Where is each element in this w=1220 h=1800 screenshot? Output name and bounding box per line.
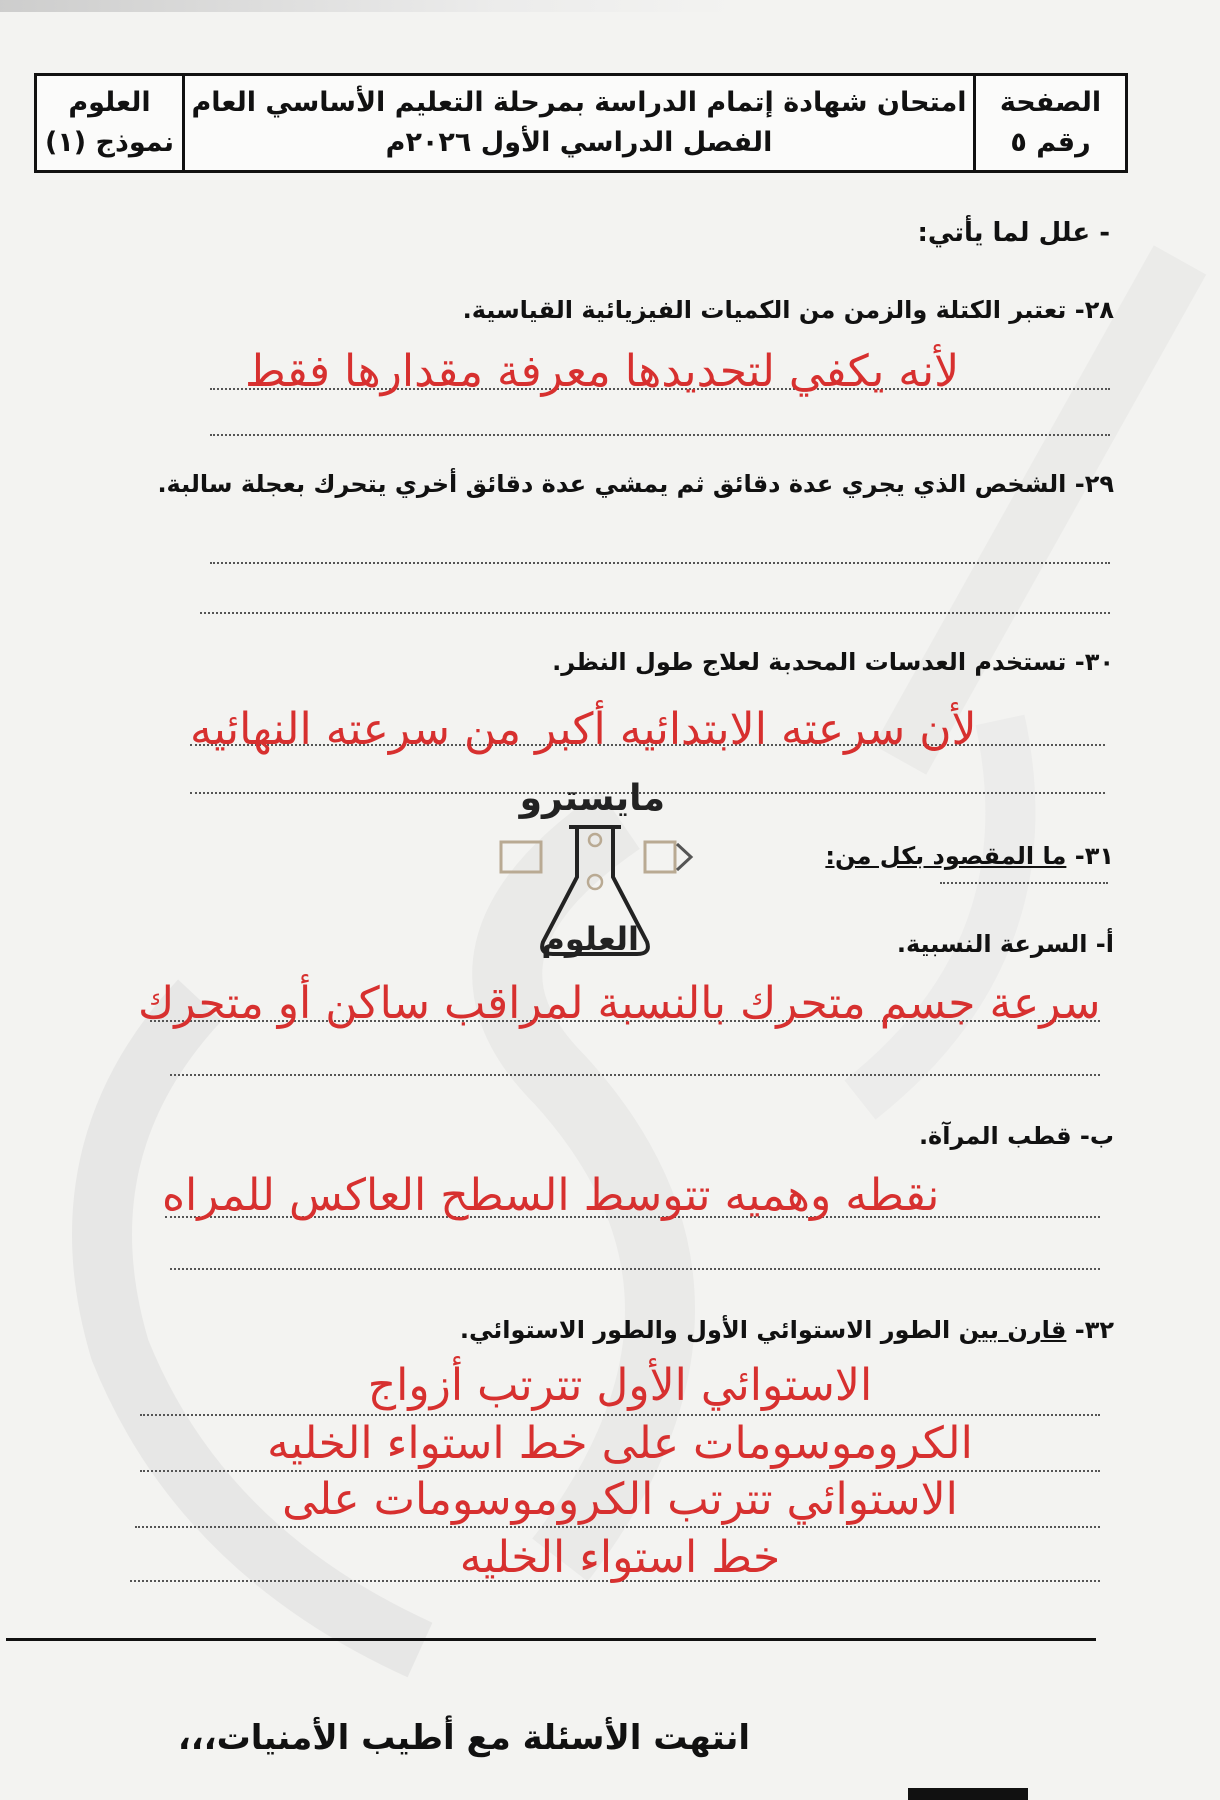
question-32-compare: قارن بين: [958, 1316, 1067, 1344]
title-cell: [185, 76, 973, 170]
page-label: الصفحة: [999, 87, 1102, 118]
question-32-number: ٣٢-: [1066, 1316, 1114, 1344]
closing-message: انتهت الأسئلة مع أطيب الأمنيات،،،: [177, 1718, 750, 1758]
answer-line: [140, 1414, 1100, 1416]
answer-32-line-3: الاستوائي تترتب الكروموسومات على: [282, 1474, 958, 1525]
logo-bottom-text: العلوم: [541, 920, 639, 958]
answer-line: [170, 1074, 1100, 1076]
answer-31a: سرعة جسم متحرك بالنسبة لمراقب ساكن أو متحرك: [138, 978, 1101, 1029]
question-32: [460, 1316, 1114, 1344]
question-28: ٢٨- تعتبر الكتلة والزمن من الكميات الفيزيائية القياسية.: [462, 296, 1114, 324]
answer-32-line-2: الكروموسومات على خط استواء الخليه: [267, 1418, 973, 1469]
subject-label: العلوم: [68, 87, 151, 118]
underline-dots: [940, 882, 1108, 884]
answer-32-line-4: خط استواء الخليه: [459, 1532, 781, 1583]
exam-term: الفصل الدراسي الأول ٢٠٢٦م: [385, 127, 773, 158]
question-31b: ب- قطب المرآة.: [918, 1122, 1114, 1150]
exam-header: [34, 73, 1128, 173]
footer-rule: [6, 1638, 1096, 1641]
page-number-cell: [973, 76, 1125, 170]
subject-cell: [37, 76, 185, 170]
question-32-text: الطور الاستوائي الأول والطور الاستوائي.: [459, 1316, 959, 1344]
question-31a: أ- السرعة النسبية.: [896, 930, 1114, 958]
logo-top-text: مايسترو: [519, 778, 665, 819]
answer-28: لأنه يكفي لتحديدها معرفة مقدارها فقط: [245, 346, 960, 397]
page-number: رقم ٥: [1010, 127, 1091, 158]
section-intro: - علل لما يأتي:: [917, 218, 1110, 248]
answer-line: [140, 1470, 1100, 1472]
answer-line: [200, 612, 1110, 614]
answer-line: [210, 434, 1110, 436]
answer-line: [210, 562, 1110, 564]
answer-31b: نقطه وهميه تتوسط السطح العاكس للمراه: [162, 1170, 940, 1221]
answer-30: لأن سرعته الابتدائيه أكبر من سرعته النهائيه: [190, 704, 977, 755]
model-label: نموذج (١): [44, 127, 175, 158]
question-31-title: ما المقصود بكل من:: [825, 842, 1067, 870]
question-30: ٣٠- تستخدم العدسات المحدبة لعلاج طول النظر.: [552, 648, 1114, 676]
exam-title: امتحان شهادة إتمام الدراسة بمرحلة التعليم الأساسي العام: [191, 87, 967, 118]
answer-line: [135, 1526, 1100, 1528]
scan-corner-mark: [908, 1788, 1028, 1800]
question-29: ٢٩- الشخص الذي يجري عدة دقائق ثم يمشي عدة دقائق أخري يتحرك بعجلة سالبة.: [157, 470, 1114, 498]
question-31: [825, 842, 1114, 870]
question-31-number: ٣١-: [1066, 842, 1114, 870]
answer-32-line-1: الاستوائي الأول تترتب أزواج: [367, 1360, 873, 1411]
answer-line: [170, 1268, 1100, 1270]
